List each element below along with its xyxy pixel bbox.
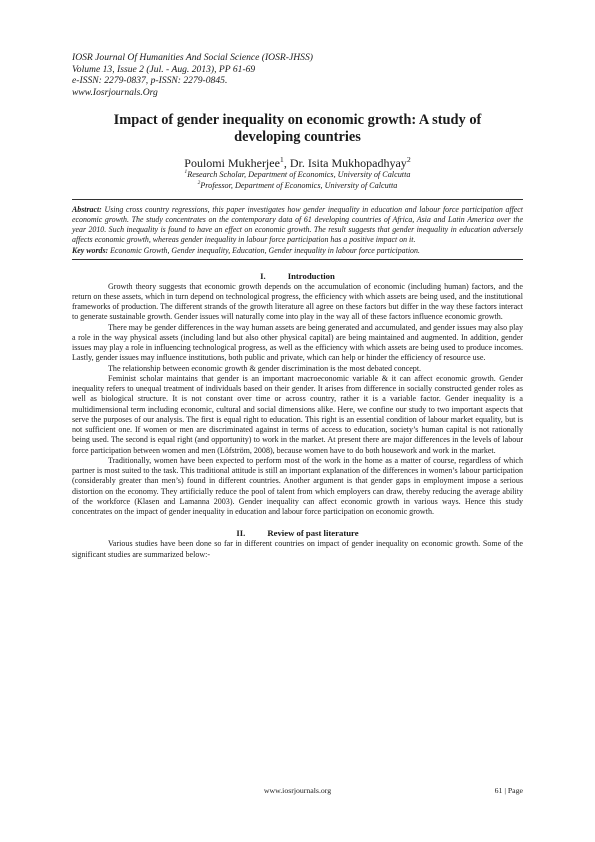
journal-header (72, 52, 523, 98)
affiliation-1 (72, 170, 523, 180)
section-number: I. (260, 270, 266, 281)
journal-volume: Volume 13, Issue 2 (Jul. - Aug. 2013), PP 61-69 (72, 63, 256, 75)
keywords-text: Economic Growth, Gender inequality, Education, Gender inequality in labour force participation. (108, 245, 420, 255)
paper-page (72, 52, 523, 560)
keywords-paragraph (72, 246, 523, 256)
affiliation-1-mark: 1 (184, 169, 188, 176)
journal-name: IOSR Journal Of Humanities And Social Science (IOSR-JHSS) (72, 52, 313, 63)
body-paragraph: Feminist scholar maintains that gender is an important macroeconomic variable & it can affect economic growth. Gender inequality refers to unequal treatment of individuals based on their gender. It arises from difference in socially constructed gender roles as well as biological structure. It is not constant over time or across country, rather it is a variable factor. Gender inequality is a multidimensional term including economic, cultural and social dimensions alike. Here, we confine our study to two important aspects that serve the purposes of our analysis. The first is equal right to education. This right is an essential condition of labour market equality, but is not sufficient one. If women or men are discriminated against in terms of access to education, society’s human capital is not rationally being used. The second is equal right (and opportunity) to work in the market. At present there are major differences in the levels of labour force participation between women and men (Löfström, 2008), because women have to do both housework and work in the market. (72, 373, 523, 455)
author-list (72, 156, 523, 170)
body-paragraph: Various studies have been done so far in different countries on impact of gender inequality on economic growth. Some of the significant studies are summarized below:- (72, 539, 523, 559)
paper-title-line-2: developing countries (234, 129, 361, 146)
author-2-affiliation-mark: 2 (406, 154, 411, 164)
affiliation-2-text: Professor, Department of Economics, University of Calcutta (200, 180, 398, 190)
affiliation-2 (72, 181, 523, 191)
author-1: Poulomi Mukherjee (184, 156, 280, 171)
body-paragraph: The relationship between economic growth & gender discrimination is the most debated concept. (108, 363, 422, 373)
body-paragraph: Traditionally, women have been expected to perform most of the work in the home as a matter of course, regardless of which partner is most suited to the task. This traditional attitude is still an important explanation of the differences in women’s labour participation (considerably greater than men’s) found in different countries. Another argument is that gender gaps in employment impose a serious distortion on the economy. They artificially reduce the pool of talent from which employers can draw, thereby reducing the average ability of the workforce (Klasen and Lamanna 2003). Gender inequality can affect economic growth in various ways. Hence this study concentrates on the impact of gender inequality in education and labour force participation on economic growth. (72, 455, 523, 517)
keywords-label: Key words: (72, 245, 109, 255)
section-title: Review of past literature (267, 528, 359, 539)
paper-title (72, 112, 523, 146)
section-heading-introduction (72, 271, 523, 282)
body-paragraph: Growth theory suggests that economic growth depends on the accumulation of economic (including human) factors, and the return on these assets, which in turn depend on technological progress, the efficiency with which assets are being used, and the institutional frameworks of production. The different strands of the growth literature all agree on these factors but differ in the way these factors interact to generate sustainable growth. Gender issues will naturally come into play in the way all of these factors influence economic growth. (72, 281, 523, 322)
affiliation-2-mark: 2 (197, 179, 201, 186)
author-2: Dr. Isita Mukhopadhyay (289, 156, 407, 171)
section-number: II. (236, 528, 246, 539)
section-heading-review (72, 528, 523, 539)
journal-website[interactable]: www.Iosrjournals.Org (72, 86, 158, 98)
affiliation-1-text: Research Scholar, Department of Economics, University of Calcutta (187, 170, 411, 180)
author-separator: , (283, 156, 290, 171)
page-number: 61 | Page (494, 786, 523, 795)
author-1-affiliation-mark: 1 (279, 154, 284, 164)
journal-issn: e-ISSN: 2279-0837, p-ISSN: 2279-0845. (72, 75, 228, 87)
abstract-box (72, 199, 523, 259)
body-paragraph: There may be gender differences in the way human assets are being generated and accumulated, and gender issues may also play a role in the way physical assets (including land but also other physical capital) are being maintained and augmented. In addition, gender issues may play a role in influencing technological progress, as well as the efficiency with which assets are being used to produce incomes. Lastly, gender issues may influence institutions, both public and private, which can help or hinder the efficiency of resource use. (72, 322, 523, 363)
section-title: Introduction (287, 270, 335, 281)
abstract-label: Abstract: (72, 205, 102, 215)
abstract-text: Using cross country regressions, this paper investigates how gender inequality in education and labour force participation affect economic growth. The study concentrates on the contemporary data of 61 developing countries of Africa, Asia and Latin America over the year 2010. Such inequality is found to have an effect on economic growth. The result suggests that gender inequality in education adversely affects economic growth, whereas gender inequality in labour force participation has a positive impact on it. (72, 205, 523, 245)
abstract-paragraph (72, 205, 523, 245)
paper-title-line-1: Impact of gender inequality on economic growth: A study of (113, 112, 482, 129)
footer-url[interactable]: www.iosrjournals.org (263, 786, 332, 795)
